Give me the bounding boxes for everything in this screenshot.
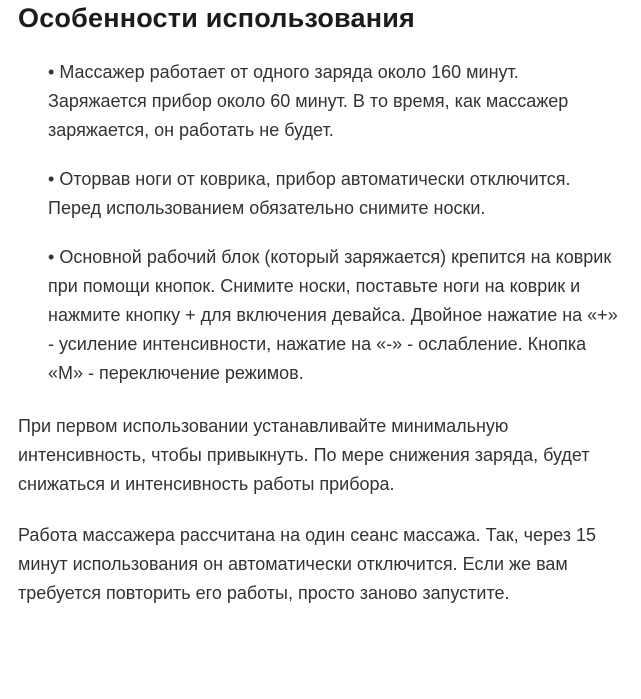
paragraph: При первом использовании устанавливайте минимальную интенсивность, чтобы привыкнуть. По мере снижения заряда, будет снижаться и интенсивность работы прибора. — [18, 415, 590, 494]
list-item: • Основной рабочий блок (который заряжается) крепится на коврик при помощи кнопок. Снимите носки, поставьте ноги на коврик и нажмите кнопку + для включения девайса. Двойное нажатие на «+» - усиление интенсивности, нажатие на «-» - ослабление. Кнопка «М» - переключение режимов. — [48, 243, 621, 388]
page-title: Особенности использования — [18, 3, 415, 33]
list-item: • Массажер работает от одного заряда около 160 минут. Заряжается прибор около 60 минут. В то время, как массажер заряжается, он работать не будет. — [48, 58, 621, 145]
list-item: • Оторвав ноги от коврика, прибор автоматически отключится. Перед использованием обязательно снимите носки. — [48, 165, 621, 223]
paragraph: Работа массажера рассчитана на один сеанс массажа. Так, через 15 минут использования он автоматически отключится. Если же вам требуется повторить его работы, просто заново запустите. — [18, 524, 596, 603]
features-list — [18, 58, 621, 388]
